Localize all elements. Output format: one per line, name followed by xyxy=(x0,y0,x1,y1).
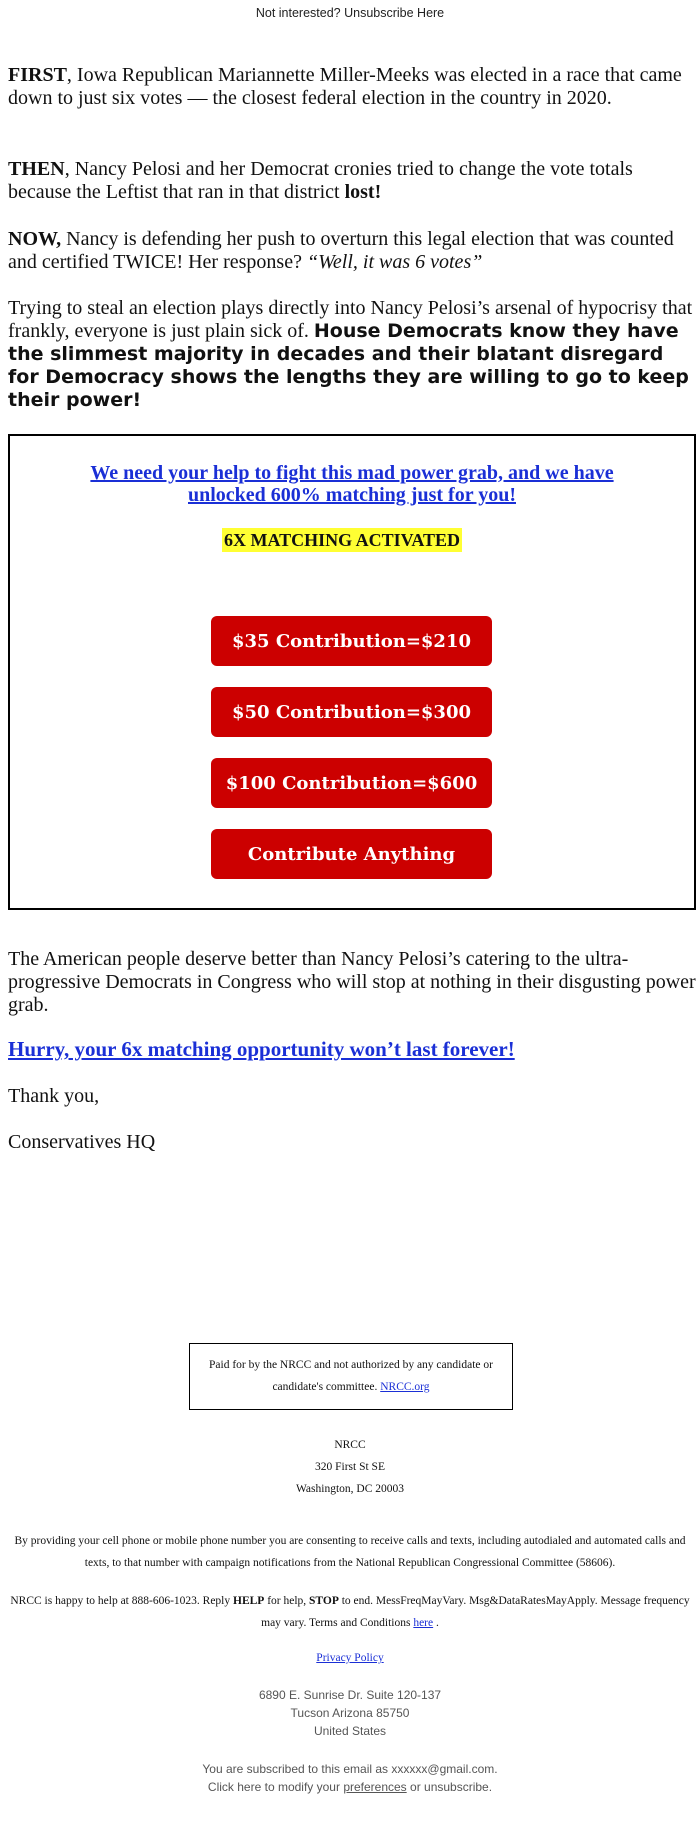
stop-keyword: STOP xyxy=(309,1595,339,1607)
donate-35-button[interactable]: $35 Contribution=$210 xyxy=(211,616,492,666)
modify-pre: Click here to modify your xyxy=(207,1780,344,1794)
lead-then: THEN xyxy=(8,158,65,180)
disclaimer-text: Paid for by the NRCC and not authorized by any candidate or candidate's committee. xyxy=(209,1359,493,1393)
subscription-info xyxy=(0,1760,700,1796)
lead-first: FIRST xyxy=(8,64,67,86)
org-name: NRCC xyxy=(334,1439,366,1451)
address-line-1: 6890 E. Sunrise Dr. Suite 120-137 xyxy=(258,1688,442,1702)
unsubscribe-link[interactable]: Not interested? Unsubscribe Here xyxy=(255,6,445,20)
donate-50-button[interactable]: $50 Contribution=$300 xyxy=(211,687,492,737)
subscribed-text: You are subscribed to this email as xxxxxx@gmail.com. xyxy=(202,1762,498,1776)
pelosi-quote: “Well, it was 6 votes” xyxy=(306,251,483,273)
lost-bold: lost! xyxy=(344,181,382,203)
paragraph-then xyxy=(8,158,696,204)
help-text xyxy=(8,1590,692,1634)
signature: Conservatives HQ xyxy=(8,1131,156,1153)
matching-badge: 6X MATCHING ACTIVATED xyxy=(224,530,461,550)
closing-paragraph: The American people deserve better than Nancy Pelosi’s catering to the ultra-progressive Democrats in Congress who will stop at nothing in their disgusting power grab. xyxy=(8,948,696,1016)
paragraph-trying-bold: House Democrats know they have the slimmest majority in decades and their blatant disregard for Democracy shows the lengths they are willing to go to keep their power! xyxy=(8,320,689,411)
donate-100-button[interactable]: $100 Contribution=$600 xyxy=(211,758,492,808)
donate-any-button[interactable]: Contribute Anything xyxy=(211,829,492,879)
donation-headline-link[interactable]: We need your help to fight this mad power grab, and we have unlocked 600% matching just for you! xyxy=(90,462,614,506)
address-line-2: Tucson Arizona 85750 xyxy=(290,1706,410,1720)
paragraph-trying-text: Trying to steal an election plays directly into Nancy Pelosi’s arsenal of hypocrisy that frankly, everyone is just plain sick of. xyxy=(8,297,693,342)
org-address xyxy=(8,1434,692,1500)
help-pre: NRCC is happy to help at 888-606-1023. Reply xyxy=(10,1595,233,1607)
thanks-text: Thank you, xyxy=(8,1085,100,1107)
terms-link[interactable]: here xyxy=(413,1617,434,1629)
help-keyword: HELP xyxy=(233,1595,265,1607)
consent-text: By providing your cell phone or mobile phone number you are consenting to receive calls and texts, including autodialed and automated calls and texts, to that number with campaign notifications from the National Republican Congressional Committee (58606). xyxy=(14,1535,686,1569)
donation-box xyxy=(8,434,696,910)
modify-row xyxy=(0,1778,700,1796)
hurry-link[interactable]: Hurry, your 6x matching opportunity won’t last forever! xyxy=(8,1037,515,1061)
address-line-3: United States xyxy=(313,1724,387,1738)
paid-for-disclaimer xyxy=(189,1343,513,1410)
nrcc-org-link[interactable]: NRCC.org xyxy=(380,1381,430,1393)
paragraph-first-text: , Iowa Republican Mariannette Miller-Meeks was elected in a race that came down to just six votes — the closest federal election in the country in 2020. xyxy=(8,64,682,109)
lead-now: NOW, xyxy=(8,228,62,250)
org-city: Washington, DC 20003 xyxy=(295,1483,404,1495)
privacy-row xyxy=(8,1647,692,1669)
org-street: 320 First St SE xyxy=(315,1461,385,1473)
help-mid: for help, xyxy=(264,1595,310,1607)
paragraph-now xyxy=(8,228,696,274)
preferences-link[interactable]: preferences xyxy=(343,1780,407,1794)
mailing-address xyxy=(0,1686,700,1740)
paragraph-now-text: Nancy is defending her push to overturn this legal election that was counted and certified TWICE! Her response? xyxy=(8,228,674,273)
paragraph-then-text: , Nancy Pelosi and her Democrat cronies tried to change the vote totals because the Leftist that ran in that district xyxy=(8,158,633,203)
help-post: to end. MessFreqMayVary. Msg&DataRatesMayApply. Message frequency may vary. Terms and Conditions xyxy=(261,1595,690,1629)
paragraph-first xyxy=(8,64,696,110)
paragraph-trying xyxy=(8,297,696,412)
modify-post: or unsubscribe. xyxy=(406,1780,493,1794)
privacy-policy-link[interactable]: Privacy Policy xyxy=(316,1652,384,1664)
terms-end: . xyxy=(433,1617,439,1629)
